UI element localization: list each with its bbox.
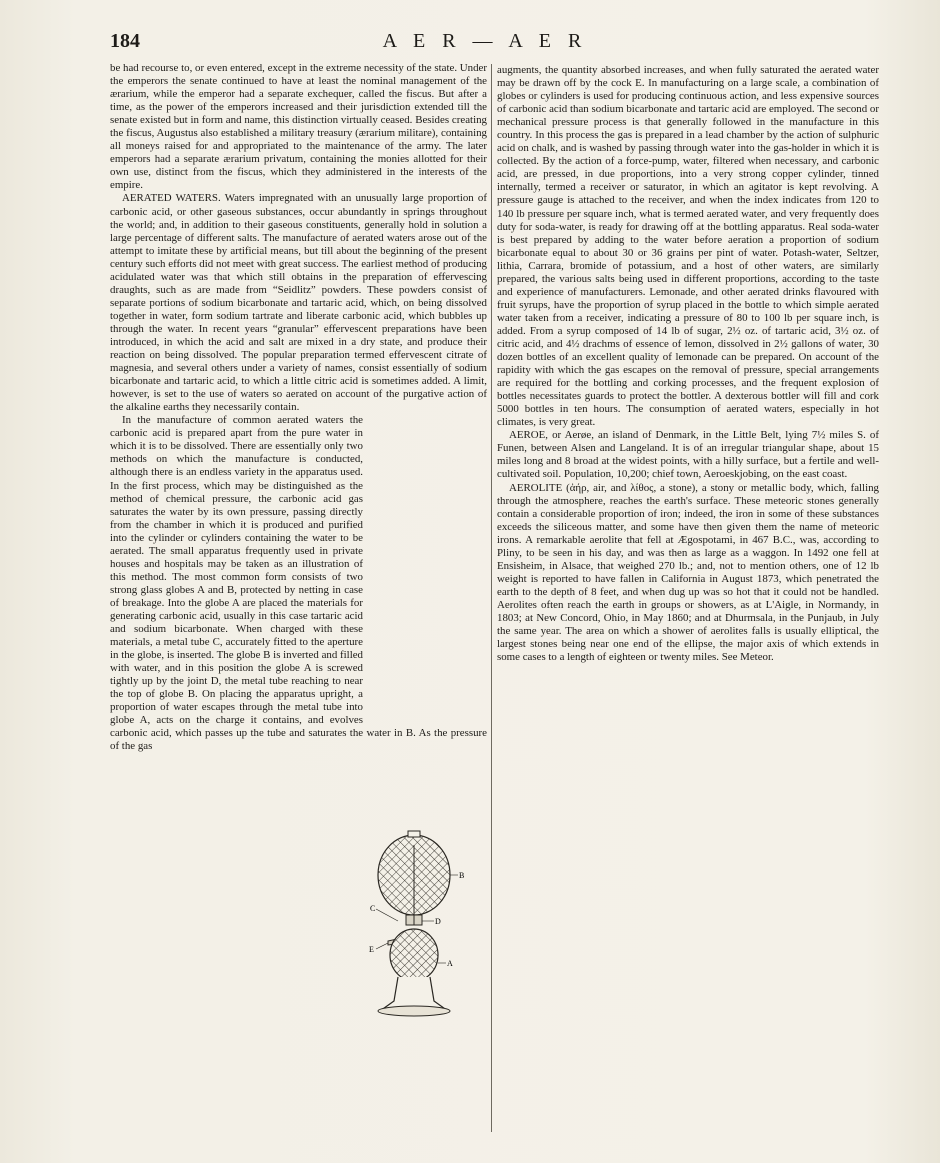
label-c: C xyxy=(370,904,376,913)
paragraph-manufacture: In the manufacture of common aerated waters the carbonic acid is prepared apart from the pure water in which it is to be dissolved. There are essentially only two methods on which the manufacture is conducted, although there is an endless variety in the apparatus used. In the first process, which may be distinguished as the method of chemical pressure, the carbonic acid gas saturates the water by its own pressure, passing directly from the chamber in which it is produced and purified into the cylinder or cylinders containing the water to be aerated. The small apparatus frequently used in private houses and hospitals may be taken as an illustration of this method. The most common form consists of two strong glass globes A and B, protected by netting in case of breakage. Into the globe A are placed the materials for generating carbonic acid, usually in this case tartaric acid and sodium bicarbonate. When charged with these materials, a metal tube C, accurately fitted to the aperture in the globe, is inserted. The globe B is inverted and filled with water, and in this position the globe A is screwed tightly up by the joint D, the metal tube reaching to near the top of globe B. On placing the apparatus upright, a proportion of water escapes through the metal tube into globe A, acts on the charge it contains, and evolves carbonic acid, which passes up the tube and saturates the water in B. As the pressure of the gas xyxy=(110,414,487,753)
left-column xyxy=(110,62,487,753)
entry-text: an island of Denmark, in the Little Belt, lying 7½ miles S. of Funen, between Alsen and Langeland. It is of an irregular triangular shape, about 15 miles long and 8 broad at the widest points, with a hilly surface, but a fertile and well-cultivated soil. Population, 10,200; chief town, Aeroeskjobing, on the east coast. xyxy=(497,429,879,481)
soda-apparatus-illustration xyxy=(358,825,470,1021)
column-divider xyxy=(491,64,492,1132)
label-b: B xyxy=(459,871,465,880)
entry-headword: AEROLITE xyxy=(509,481,563,494)
page-number: 184 xyxy=(110,30,140,52)
right-column xyxy=(497,64,879,664)
label-d: D xyxy=(435,917,441,926)
entry-aeroe xyxy=(497,429,879,481)
entry-text: (ἀήρ, air, and λίθος, a stone), a stony or metallic body, which, falling through the atmosphere, reaches the earth's surface. These meteoric stones generally contain a considerable proportion of iron; indeed, the iron in some of these substances exceeds the siliceous matter, and some have then given them the name of meteoric irons. A remarkable aerolite that fell at Ægospotami, in 467 B.C., was, according to Pliny, to be seen in his day, and was then as large as a waggon. In 1492 one fell at Ensisheim, in Alsace, that weighed 270 lb.; and, not to mention others, one of 12 lb weight is reported to have fallen in California in August 1873, which penetrated the earth to the depth of 8 feet, and when dug up was so hot that it could not be handled. Aerolites often reach the earth in groups or showers, as at L'Aigle, in Normandy, in 1803; at New Concord, Ohio, in May 1860; and at Dhurmsala, in the Punjaub, in July the same year. The area on which a shower of aerolites falls is usually elliptical, the largest stones being near one end of the ellipse, the major axis of which extends in some cases to a length of eighteen or twenty miles. See Meteor. xyxy=(497,481,879,664)
figure-space xyxy=(371,418,487,718)
paragraph-aerated-cont: augments, the quantity absorbed increases, and when fully saturated the aerated water may be drawn off by the cock E. In manufacturing on a large scale, a combination of globes or cylinders is used for producing continuous action, and less expensive sources of carbonic acid than sodium bicarbonate and tartaric acid are employed. The second or mechanical pressure process is that generally followed in the manufacture in this country. In this process the gas is prepared in a lead chamber by the action of sulphuric acid on chalk, and is washed by passing through water into the gas-holder in which it is collected. By the action of a force-pump, water, filtered when necessary, and carbonic acid, are pressed, in due proportions, into a very strong copper cylinder, tinned internally, termed a receiver or saturator, in which an agitator is kept revolving. A pressure gauge is attached to the receiver, and when the index indicates from 120 to 140 lb pressure per square inch, what is termed aerated water, and very frequently does duty for soda-water, is ready for drawing off at the bottling apparatus. Real soda-water is best prepared by adding to the water before aeration a proportion of sodium bicarbonate equal to about 30 or 36 grains per pint of water. Potash-water, Seltzer, lithia, Carrara, bromide of potassium, and a host of other waters, are similarly prepared, the various salts being used in different proportions, according to the taste and experience of manufacturers. Lemonade, and other aerated drinks flavoured with fruit syrups, have the proportion of syrup placed in the bottle to which simple aerated water taken from a receiver, indicating a pressure of 80 to 100 lb per square inch, is added. From a syrup composed of 14 lb of sugar, 2½ oz. of tartaric acid, 3½ oz. of citric acid, and 4½ drachms of essence of lemon, dissolved in 2½ gallons of water, 30 dozen bottles of an excellent quality of lemonade can be prepared. On account of the rapidity with which the gas escapes on the removal of pressure, special arrangements are required for the bottling and corking processes, and the frequent explosion of bottles necessitates guards to protect the bottler. A dexterous bottler will fill and cork 5000 bottles in ten hours. The consumption of aerated waters, especially in hot climates, is very great. xyxy=(497,64,879,429)
globe-a xyxy=(390,929,438,981)
entry-headword: AERATED WATERS. xyxy=(122,192,221,205)
paragraph-aerarium-cont: be had recourse to, or even entered, except in the extreme necessity of the state. Under the emperors the senate continued to have at least the nominal management of the ærarium, while the emperor had a separate exchequer, called the fiscus. But after a time, as the power of the emperors increased and their jurisdiction extended till the senate existed but in form and name, this distinction virtually ceased. Besides creating the fiscus, Augustus also established a military treasury (ærarium militare), containing all moneys raised for and appropriated to the maintenance of the army. The later emperors had a separate ærarium privatum, containing the monies allotted for their own use, distinct from the fiscus, which they administered in the interests of the empire. xyxy=(110,62,487,192)
entry-aerolite xyxy=(497,482,879,665)
label-a: A xyxy=(447,959,453,968)
running-head: A E R — A E R xyxy=(382,30,588,52)
label-e: E xyxy=(369,945,374,954)
entry-headword: AEROE, or Aerøe, xyxy=(509,429,594,442)
entry-aerated-waters xyxy=(110,192,487,414)
entry-text: Waters impregnated with an unusually large proportion of carbonic acid, or other gaseous substances, occur abundantly in springs throughout the world; and, in addition to their gaseous constituents, generally hold in solution a large percentage of different salts. The manufacture of aerated waters arose out of the attempt to imitate these by artificial means, but till about the beginning of the present century such efforts did not meet with great success. The earliest method of producing acidulated water was that which still obtains in the preparation of effervescing draughts, such as are made from “Seidlitz” powders. These powders consist of separate portions of sodium bicarbonate and tartaric acid, which, on being dissolved together in water, form sodium tartrate and liberate carbonic acid, which bubbles up through the water. In recent years “granular” effervescent preparations have been introduced, in which the acid and salt are mixed in a dry state, and produce their reaction on being dissolved. The popular preparation termed effervescent citrate of magnesia, and several others under a variety of names, consist essentially of sodium bicarbonate and tartaric acid, to which a little citric acid is sometimes added. A limit, however, is set to the use of waters so aerated on account of the purgative action of the alkaline earths they necessarily contain. xyxy=(110,192,487,414)
